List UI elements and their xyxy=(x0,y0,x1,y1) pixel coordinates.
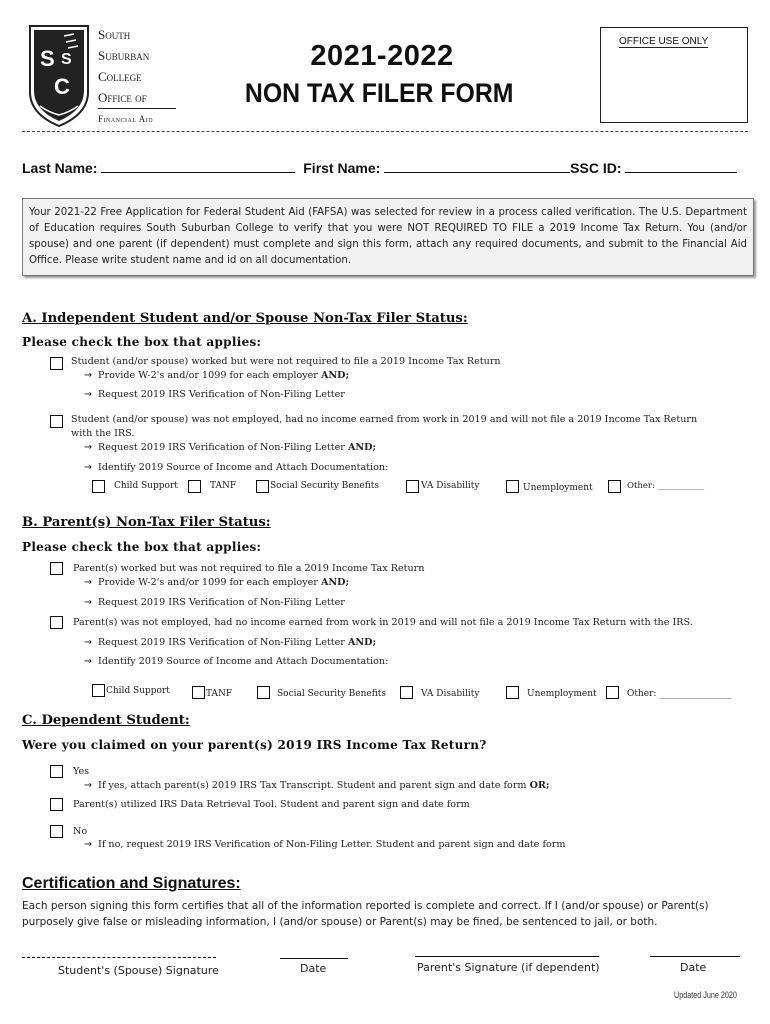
header-divider xyxy=(22,131,748,132)
section-b-child-support-label: Child Support xyxy=(106,686,170,696)
section-b-opt1-w2: → Provide W-2's and/or 1099 for each employer AND; xyxy=(84,577,350,588)
verification-notice: Your 2021-22 Free Application for Federal Student Aid (FAFSA) was selected for review in a process called verification. The U.S. Department of Education requires South Suburban College to verify that you were NOT REQUIRED TO FILE a 2019 Income Tax Return. You (and/or spouse) and one parent (if dependent) must complete and sign this form, attach any required documents, and submit to the Financial Aid Office. Please write student name and id on all documentation. xyxy=(22,198,754,276)
ssc-id-label: SSC ID: xyxy=(570,160,622,176)
section-b-tanf-label: TANF xyxy=(206,689,233,699)
section-a-opt2-identify: → Identify 2019 Source of Income and Attach Documentation: xyxy=(84,462,389,473)
college-line-5: Financial Aid xyxy=(98,114,154,124)
section-a-child-support-checkbox[interactable] xyxy=(92,480,105,493)
student-date-label: Date xyxy=(300,962,327,975)
arrow-right-icon: → xyxy=(84,389,93,400)
section-a-opt1-w2: → Provide W-2's and/or 1099 for each employer AND; xyxy=(84,370,350,381)
section-a-tanf-label: TANF xyxy=(210,481,237,491)
section-a-child-support-label: Child Support xyxy=(114,481,178,491)
arrow-right-icon: → xyxy=(84,577,93,588)
section-b-opt2-identify: → Identify 2019 Source of Income and Attach Documentation: xyxy=(84,656,389,667)
college-line-1: South xyxy=(98,27,131,42)
arrow-right-icon: → xyxy=(84,442,93,453)
college-logo-shield xyxy=(26,22,92,128)
last-name-field[interactable] xyxy=(101,158,295,173)
section-a-opt2-letter: → Request 2019 IRS Verification of Non-Filing Letter AND; xyxy=(84,442,377,453)
section-c-drt-label: Parent(s) utilized IRS Data Retrieval Tool. Student and parent sign and date form xyxy=(73,799,470,810)
arrow-right-icon: → xyxy=(84,370,93,381)
certification-text: Each person signing this form certifies that all of the information reported is complete and correct. If I (and/or spouse) or Parent(s) purposely give false or misleading information, I (and/or spouse) or Parent(s) may be fined, be sentenced to jail, or both. xyxy=(22,900,709,928)
section-c-drt-checkbox[interactable] xyxy=(50,798,63,811)
svg-text:S: S xyxy=(40,46,55,71)
section-c-no-note: → If no, request 2019 IRS Verification of Non-Filing Letter. Student and parent sign and date form xyxy=(84,839,566,850)
parent-signature-label: Parent's Signature (if dependent) xyxy=(417,961,600,974)
section-a-not-employed-checkbox[interactable] xyxy=(50,415,63,428)
section-b-ss-benefits-label: Social Security Benefits xyxy=(277,689,386,699)
section-b-worked-checkbox[interactable] xyxy=(50,562,63,575)
section-b-heading: B. Parent(s) Non-Tax Filer Status: xyxy=(22,515,271,530)
arrow-right-icon: → xyxy=(84,637,93,648)
college-line-3: College xyxy=(98,69,142,84)
section-a-va-checkbox[interactable] xyxy=(406,480,419,493)
section-a-other-checkbox[interactable] xyxy=(608,480,621,493)
ssc-id-field[interactable] xyxy=(625,158,737,173)
section-b-tanf-checkbox[interactable] xyxy=(192,686,205,699)
section-a-opt1-text: Student (and/or spouse) worked but were not required to file a 2019 Income Tax Return xyxy=(71,356,501,367)
section-a-heading: A. Independent Student and/or Spouse Non-Tax Filer Status: xyxy=(22,311,468,326)
section-b-opt2-letter: → Request 2019 IRS Verification of Non-Filing Letter AND; xyxy=(84,637,377,648)
office-use-box xyxy=(600,27,748,123)
section-b-other-checkbox[interactable] xyxy=(606,686,619,699)
section-c-yes-checkbox[interactable] xyxy=(50,765,63,778)
section-a-tanf-checkbox[interactable] xyxy=(188,480,201,493)
section-b-unemployment-label: Unemployment xyxy=(527,689,597,699)
arrow-right-icon: → xyxy=(84,597,93,608)
section-a-unemployment-checkbox[interactable] xyxy=(506,480,519,493)
section-b-va-label: VA Disability xyxy=(421,689,480,699)
arrow-right-icon: → xyxy=(84,839,93,850)
first-name-label: First Name: xyxy=(303,160,381,176)
college-name-block xyxy=(98,24,176,130)
section-a-other-label: Other: ___________ xyxy=(627,481,705,491)
college-line-2: Suburban xyxy=(98,48,150,63)
section-a-opt1-letter: → Request 2019 IRS Verification of Non-Filing Letter xyxy=(84,389,345,400)
section-c-heading: C. Dependent Student: xyxy=(22,713,190,728)
section-a-ss-benefits-checkbox[interactable] xyxy=(256,480,269,493)
last-name-label: Last Name: xyxy=(22,160,98,176)
certification-heading: Certification and Signatures: xyxy=(22,875,241,892)
student-name-row xyxy=(22,158,737,176)
section-a-opt2-text-2: with the IRS. xyxy=(71,428,135,439)
updated-date: Updated June 2020 xyxy=(674,990,737,1000)
section-c-yes-note: → If yes, attach parent(s) 2019 IRS Tax Transcript. Student and parent sign and date form OR; xyxy=(84,780,550,791)
section-a-ss-benefits-label: Social Security Benefits xyxy=(270,481,379,491)
student-date-line[interactable] xyxy=(280,958,348,959)
section-a-worked-checkbox[interactable] xyxy=(50,357,63,370)
svg-text:S: S xyxy=(61,51,72,68)
section-a-prompt: Please check the box that applies: xyxy=(22,335,262,349)
arrow-right-icon: → xyxy=(84,656,93,667)
form-title: NON TAX FILER FORM xyxy=(244,78,514,108)
section-b-opt1-letter: → Request 2019 IRS Verification of Non-Filing Letter xyxy=(84,597,345,608)
section-b-ss-benefits-checkbox[interactable] xyxy=(257,686,270,699)
parent-signature-line[interactable] xyxy=(415,956,599,957)
section-c-no-label: No xyxy=(73,826,88,837)
student-signature-line[interactable] xyxy=(22,957,216,958)
parent-date-label: Date xyxy=(680,961,707,974)
svg-text:C: C xyxy=(54,74,70,99)
section-b-opt1-text: Parent(s) worked but was not required to file a 2019 Income Tax Return xyxy=(73,563,425,574)
office-use-label: OFFICE USE ONLY xyxy=(619,36,709,47)
section-c-no-checkbox[interactable] xyxy=(50,825,63,838)
section-c-yes-label: Yes xyxy=(73,766,90,777)
section-c-question: Were you claimed on your parent(s) 2019 IRS Income Tax Return? xyxy=(22,738,487,752)
parent-date-line[interactable] xyxy=(650,956,740,957)
section-b-opt2-text: Parent(s) was not employed, had no income earned from work in 2019 and will not file a 2019 Income Tax Return with the IRS. xyxy=(73,617,693,628)
student-signature-label: Student's (Spouse) Signature xyxy=(58,964,219,977)
arrow-right-icon: → xyxy=(84,462,93,473)
section-b-va-checkbox[interactable] xyxy=(400,686,413,699)
section-b-other-label: Other: ________________ xyxy=(627,689,732,699)
section-b-not-employed-checkbox[interactable] xyxy=(50,616,63,629)
arrow-right-icon: → xyxy=(84,780,93,791)
section-b-prompt: Please check the box that applies: xyxy=(22,540,262,554)
section-b-unemployment-checkbox[interactable] xyxy=(506,686,519,699)
section-a-opt2-text: Student (and/or spouse) was not employed, had no income earned from work in 2019 and will not file a 2019 Income Tax Return xyxy=(71,414,698,425)
section-a-va-label: VA Disability xyxy=(421,481,480,491)
form-year: 2021-2022 xyxy=(310,40,454,72)
first-name-field[interactable] xyxy=(384,158,570,173)
section-a-unemployment-label: Unemployment xyxy=(523,483,593,493)
college-line-4: Office of xyxy=(98,87,176,109)
section-b-child-support-checkbox[interactable] xyxy=(92,684,105,697)
